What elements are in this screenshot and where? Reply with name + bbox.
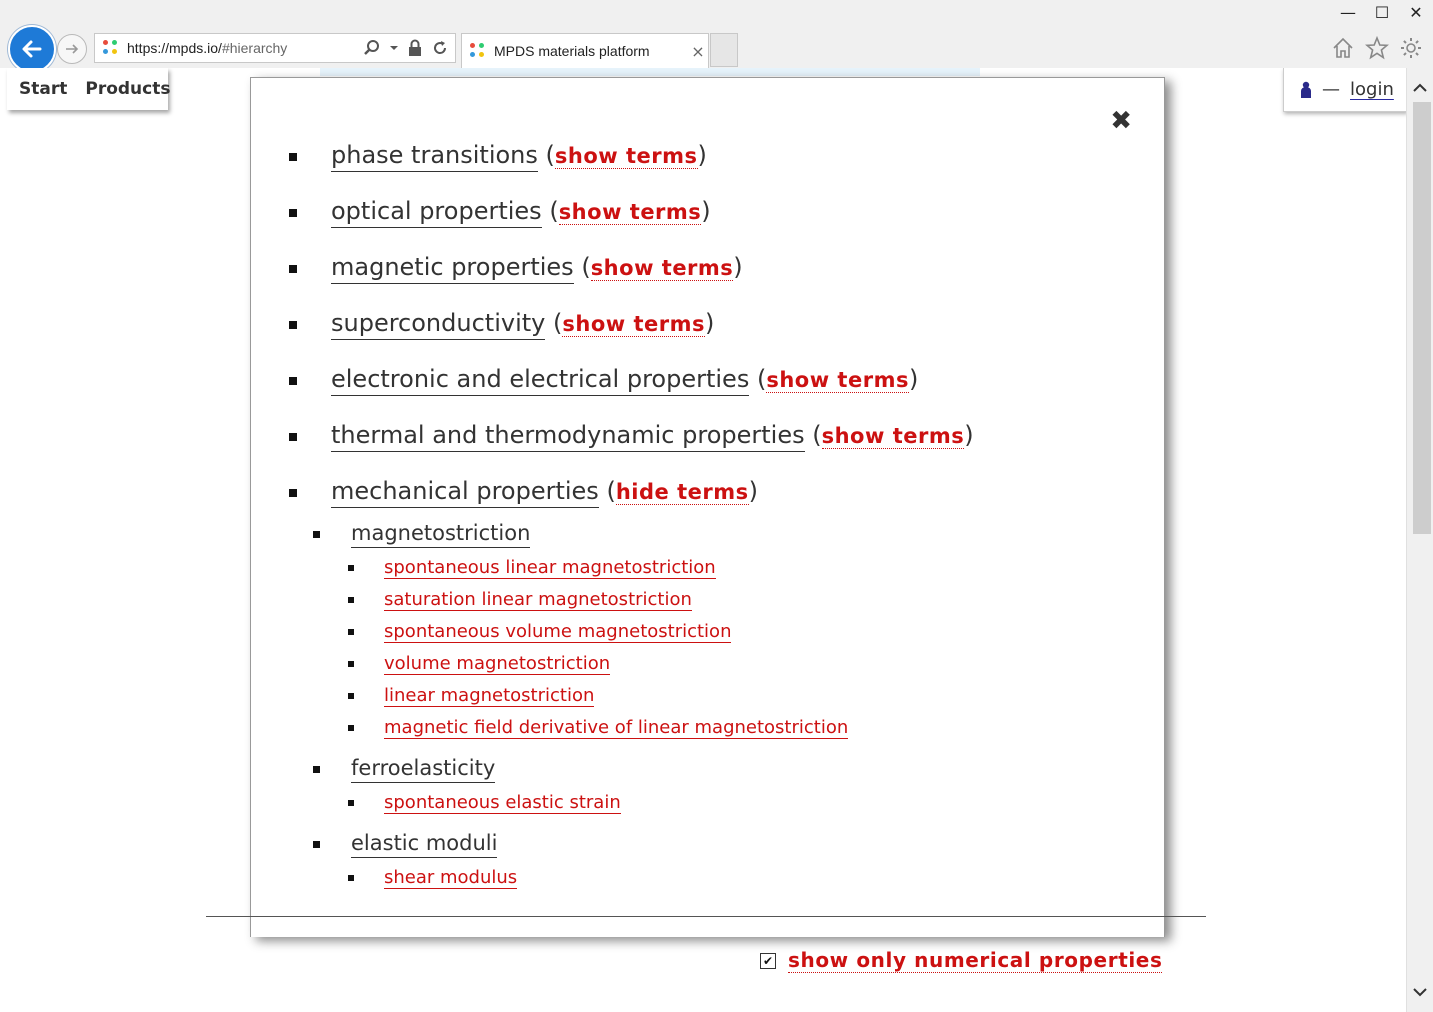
nav-start[interactable]: Start (19, 79, 68, 99)
term-link[interactable]: spontaneous linear magnetostriction (384, 557, 716, 578)
term-item (345, 618, 974, 645)
url-hash: #hierarchy (221, 40, 288, 56)
category-label[interactable]: electronic and electrical properties (331, 365, 749, 396)
tab-title: MPDS materials platform (494, 43, 650, 59)
new-tab-button[interactable] (710, 33, 738, 67)
top-strip (320, 68, 980, 76)
category-item: superconductivity (show terms) (289, 306, 974, 342)
star-icon[interactable] (1365, 36, 1389, 60)
login-link[interactable]: login (1350, 79, 1394, 100)
forward-arrow-icon (64, 41, 80, 57)
category-item: magnetic properties (show terms) (289, 250, 974, 286)
divider (206, 916, 1206, 917)
search-icon[interactable] (363, 39, 381, 57)
term-item (345, 586, 974, 613)
subgroup-item (311, 828, 974, 891)
nav-products[interactable]: Products (85, 79, 171, 99)
toggle-terms-button[interactable]: show terms (558, 200, 702, 224)
category-list (289, 138, 974, 911)
minimize-button[interactable]: — (1340, 2, 1356, 22)
url-host: https://mpds.io/ (127, 40, 222, 56)
modal-close-icon[interactable]: ✖ (1110, 106, 1132, 136)
toggle-terms-button[interactable]: show terms (554, 144, 698, 168)
scroll-down-icon[interactable] (1407, 982, 1433, 1004)
category-label[interactable]: magnetic properties (331, 253, 574, 284)
term-item (345, 650, 974, 677)
home-icon[interactable] (1331, 36, 1355, 60)
category-item: phase transitions (show terms) (289, 138, 974, 174)
hierarchy-modal (250, 77, 1165, 937)
category-label[interactable]: optical properties (331, 197, 542, 228)
term-list (345, 864, 974, 891)
term-link[interactable]: linear magnetostriction (384, 685, 595, 706)
vertical-scrollbar[interactable] (1406, 68, 1433, 1012)
subgroup-label[interactable]: elastic moduli (351, 831, 497, 858)
toggle-terms-button[interactable]: show terms (766, 368, 909, 392)
subgroup-label[interactable]: ferroelasticity (351, 756, 495, 783)
numerical-filter (760, 948, 1162, 973)
scroll-up-icon[interactable] (1407, 78, 1433, 100)
tab-mpds[interactable] (461, 33, 709, 68)
browser-chrome (0, 0, 1433, 69)
category-label[interactable]: thermal and thermodynamic properties (331, 421, 805, 452)
tab-close-icon[interactable]: × (691, 41, 705, 61)
login-box (1283, 68, 1407, 112)
term-item (345, 789, 974, 816)
subgroup-item (311, 518, 974, 741)
gear-icon[interactable] (1399, 36, 1423, 60)
page-content (0, 68, 1407, 1012)
back-button[interactable] (8, 25, 56, 73)
term-link[interactable]: shear modulus (384, 867, 518, 888)
site-favicon-icon (103, 40, 119, 56)
numerical-only-label[interactable]: show only numerical properties (788, 948, 1163, 972)
dropdown-chevron-icon[interactable] (389, 43, 399, 53)
term-list (345, 554, 974, 741)
category-item: thermal and thermodynamic properties (show terms) (289, 418, 974, 454)
term-item (345, 682, 974, 709)
lock-icon[interactable] (407, 39, 423, 57)
category-label[interactable]: superconductivity (331, 309, 545, 340)
subgroup-item (311, 753, 974, 816)
term-item (345, 864, 974, 891)
window-controls (1331, 0, 1433, 26)
term-link[interactable]: spontaneous volume magnetostriction (384, 621, 732, 642)
back-arrow-icon (20, 37, 44, 61)
tab-favicon-icon (470, 43, 486, 59)
toggle-terms-button[interactable]: show terms (590, 256, 734, 280)
category-label[interactable]: mechanical properties (331, 477, 599, 508)
toggle-terms-button[interactable]: show terms (562, 312, 705, 336)
category-item-mechanical: mechanical properties (hide terms) magnetostriction spontaneous linear magnetostriction saturation linear magnetostriction spontaneous volume magnetostriction volume magnetostriction linear magnetostriction magnetic field derivative of linear magnetostriction ferroelasticity spontaneous elastic strain elastic moduli shear modulus (289, 474, 974, 891)
category-item: optical properties (show terms) (289, 194, 974, 230)
address-bar[interactable] (94, 33, 456, 63)
term-item (345, 554, 974, 581)
subgroup-label[interactable]: magnetostriction (351, 521, 530, 548)
subgroup-list (311, 518, 974, 891)
user-icon[interactable] (1300, 81, 1312, 99)
refresh-icon[interactable] (431, 39, 449, 57)
numerical-only-checkbox[interactable]: ✔ (760, 953, 776, 969)
term-link[interactable]: volume magnetostriction (384, 653, 611, 674)
term-list (345, 789, 974, 816)
category-item: electronic and electrical properties (show terms) (289, 362, 974, 398)
maximize-button[interactable]: ☐ (1374, 2, 1390, 22)
toggle-terms-button[interactable]: hide terms (615, 480, 749, 504)
toggle-terms-button[interactable]: show terms (821, 424, 965, 448)
url-text[interactable] (127, 40, 363, 56)
term-link[interactable]: saturation linear magnetostriction (384, 589, 692, 610)
term-link[interactable]: magnetic field derivative of linear magnetostriction (384, 717, 849, 738)
term-item (345, 714, 974, 741)
category-label[interactable]: phase transitions (331, 141, 538, 172)
forward-button[interactable] (57, 34, 87, 64)
login-separator: — (1322, 79, 1340, 100)
scroll-thumb[interactable] (1413, 102, 1431, 534)
close-window-button[interactable]: ✕ (1409, 2, 1423, 22)
term-link[interactable]: spontaneous elastic strain (384, 792, 621, 813)
main-nav (7, 68, 171, 110)
